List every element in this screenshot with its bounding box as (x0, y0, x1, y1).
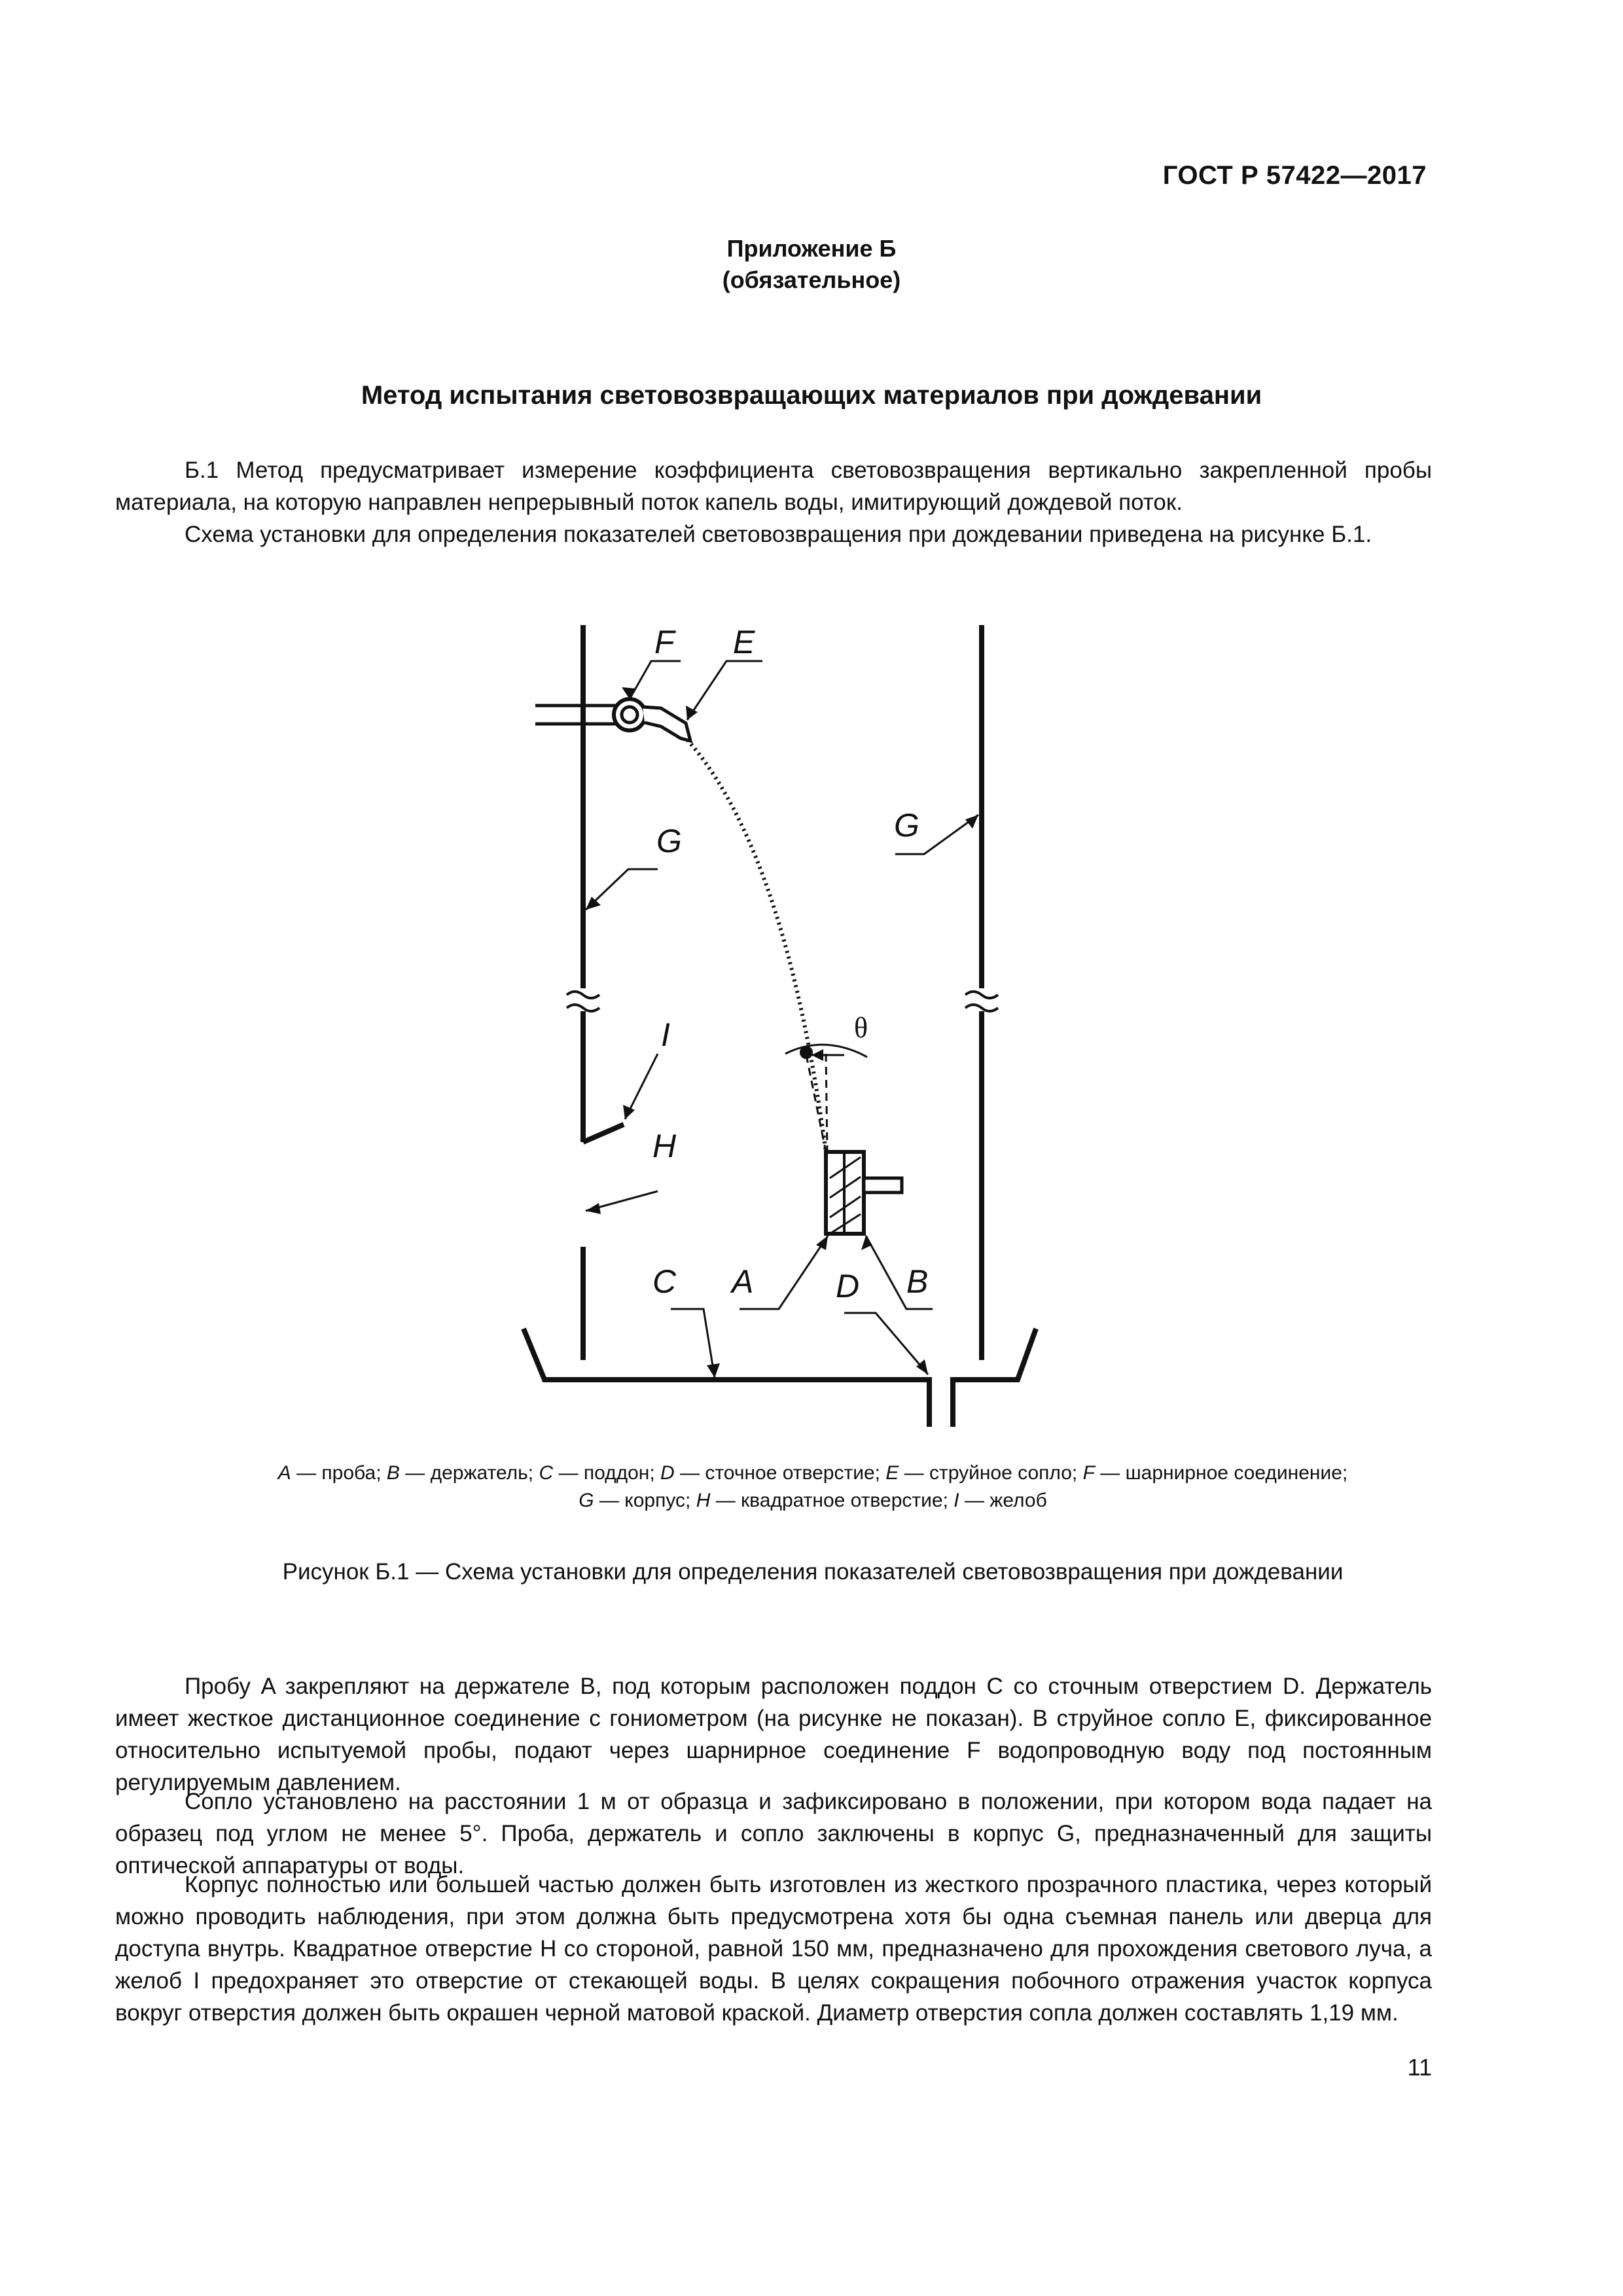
paragraph-setup-text: Пробу A закрепляют на держателе B, под которым расположен поддон C со сточным отверстием D. Держатель имеет жесткое дистанционное соединение с гониометром (на рисунке не показан). В струйное сопло E, фиксированное относительно испытуемой пробы, подают через шарнирное соединение F водопроводную воду под постоянным регулируемым давлением. (115, 1674, 1432, 1795)
leader-F (630, 661, 681, 699)
paragraph-scheme-ref (115, 518, 1432, 550)
appendix-status: (обязательное) (722, 266, 901, 293)
label-H: H (652, 1128, 677, 1164)
paragraph-housing-text: Корпус полностью или большей частью должен быть изготовлен из жесткого прозрачного пластика, через который можно проводить наблюдения, при этом должна быть предусмотрена хотя бы одна съемная панель или дверца для доступа внутрь. Квадратное отверстие H со стороной, равной 150 мм, предназначено для прохождения светового луча, а желоб I предохраняет это отверстие от стекающей воды. В целях сокращения побочного отражения участок корпуса вокруг отверстия должен быть окрашен черной матовой краской. Диаметр отверстия сопла должен составлять 1,19 мм. (115, 1872, 1432, 2026)
nozzle-E (643, 707, 690, 741)
label-D: D (836, 1268, 860, 1304)
label-theta: θ (854, 1012, 868, 1044)
break-mark-left (567, 992, 599, 1011)
water-drop (800, 1046, 813, 1059)
tray-right (953, 1329, 1036, 1427)
legend-item: B — держатель; (386, 1462, 534, 1484)
legend-item: E — струйное сопло; (885, 1462, 1078, 1484)
leader-D (844, 1313, 928, 1374)
paragraph-nozzle (115, 1785, 1432, 1882)
paragraph-housing (115, 1869, 1432, 2029)
label-B: B (906, 1263, 929, 1300)
label-I: I (661, 1016, 670, 1053)
legend-item: A — проба; (277, 1462, 382, 1484)
paragraph-b1 (115, 454, 1432, 518)
break-mark-right (965, 992, 998, 1011)
figure-b1-diagram (0, 589, 1623, 1440)
page-number: 11 (1407, 2054, 1432, 2081)
legend-item: G — корпус; (579, 1490, 691, 1511)
angle-line-2 (826, 1054, 827, 1152)
legend-item: I — желоб (954, 1490, 1047, 1511)
paragraph-scheme-ref-text: Схема установки для определения показателей световозвращения при дождевании приведена на рисунке Б.1. (185, 522, 1372, 547)
section-title: Метод испытания световозвращающих материалов при дождевании (361, 381, 1262, 410)
legend-item: C — поддон; (539, 1462, 655, 1484)
paragraph-b1-text: Б.1 Метод предусматривает измерение коэффициента световозвращения вертикально закрепленной пробы материала, на которую направлен непрерывный поток капель воды, имитирующий дождевой поток. (115, 457, 1432, 515)
hinge-F (614, 699, 645, 730)
legend-item: H — квадратное отверстие; (696, 1490, 948, 1511)
appendix-heading (419, 233, 1204, 296)
label-A: A (732, 1263, 754, 1300)
label-E: E (733, 624, 755, 660)
paragraph-nozzle-text: Сопло установлено на расстоянии 1 м от образца и зафиксировано в положении, при котором вода падает на образец под углом не менее 5°. Проба, держатель и сопло заключены в корпус G, предназначенный для защиты оптической аппаратуры от воды. (115, 1789, 1432, 1878)
figure-caption: Рисунок Б.1 — Схема установки для определения показателей световозвращения при дождевании (282, 1559, 1344, 1585)
label-G-right: G (894, 807, 919, 844)
label-G-left: G (656, 823, 682, 859)
gutter-I (583, 1124, 624, 1142)
appendix-title: Приложение Б (726, 235, 897, 262)
holder-B (864, 1178, 902, 1193)
legend-item: D — сточное отверстие; (660, 1462, 880, 1484)
leader-C (671, 1309, 715, 1378)
figure-legend (115, 1460, 1510, 1515)
water-trajectory (687, 740, 826, 1152)
legend-item: F — шарнирное соединение; (1082, 1462, 1348, 1484)
label-C: C (652, 1263, 677, 1300)
angle-line-1 (806, 1055, 826, 1152)
leader-E (687, 661, 762, 720)
standard-code: ГОСТ Р 57422—2017 (1162, 161, 1427, 190)
paragraph-setup (115, 1670, 1432, 1799)
label-F: F (654, 624, 675, 660)
